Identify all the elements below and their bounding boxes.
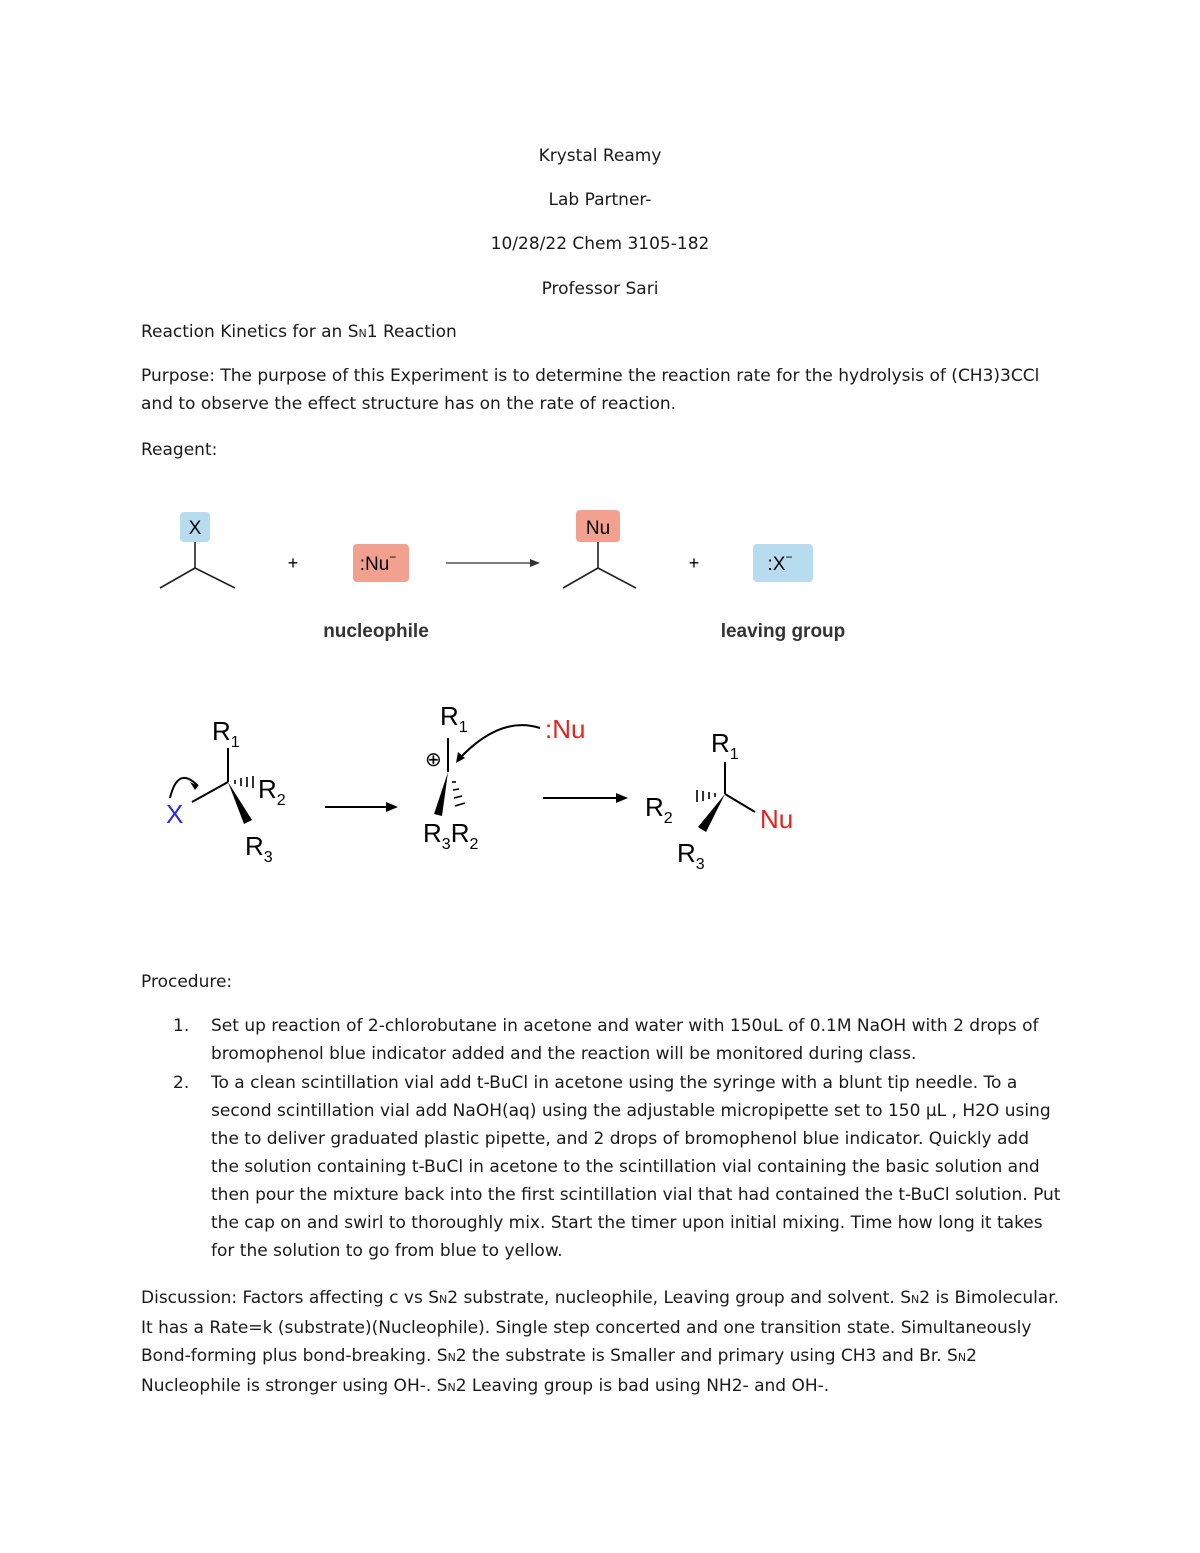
title-text-end: 1 Reaction	[366, 322, 457, 342]
item-text: To a clean scintillation vial add t-BuCl in acetone using the syringe with a blunt tip needle. To a second scintillation vial add NaOH(aq) using the adjustable micropipette set to 150 µL , H2O using the to deliver graduated plastic pipette, and 2 drops of bromophenol blue indicator. Quickly add the solution containing t-BuCl in acetone to the scintillation vial containing the basic solution and then pour the mixture back into the first scintillation vial that had contained the t-BuCl solution. Put the cap on and swirl to thoroughly mix. Start the timer upon initial mixing. Time how long it takes for the solution to go from blue to yellow.	[211, 1073, 1061, 1261]
purpose-paragraph	[141, 362, 1061, 418]
wedge-bond-1	[228, 782, 252, 824]
hash-bond-2	[452, 782, 465, 806]
product-r1: $R_1$	[711, 728, 739, 763]
reactant-r2: $R_2$	[258, 774, 286, 809]
substrate-skeleton	[160, 542, 235, 588]
wedge-bond-3	[698, 794, 725, 832]
discussion-paragraph	[141, 1284, 1061, 1402]
subscript: N	[439, 1293, 448, 1306]
plus-2: +	[688, 553, 700, 573]
cation-r1: $R_1$	[440, 701, 468, 736]
item-text: Set up reaction of 2-chlorobutane in acetone and water with 150uL of 0.1M NaOH with 2 drops of bromophenol blue indicator added and the reaction will be monitored during class.	[211, 1016, 1039, 1064]
curved-arrow-2	[458, 725, 540, 760]
subscript: N	[957, 1351, 967, 1364]
substitution-scheme	[140, 500, 880, 650]
leaving-x: X	[166, 799, 184, 829]
title-text: Reaction Kinetics for an S	[141, 322, 359, 342]
discussion-text: 2 Nucleophile is stronger using OH-. S	[141, 1346, 977, 1396]
hash-bond-3	[697, 790, 715, 802]
procedure-label: Procedure:	[141, 972, 233, 992]
purpose-text: The purpose of this Experiment is to determine the reaction rate for the hydrolysis of (CH3)3CCl and to observe the effect structure has on the rate of reaction.	[141, 366, 1040, 414]
product-skeleton	[563, 542, 636, 588]
subscript: N	[447, 1381, 456, 1394]
item-number: 1.	[173, 1016, 190, 1036]
hash-bond-1	[235, 776, 253, 788]
date-course: 10/28/22 Chem 3105-182	[490, 234, 710, 254]
title-subscript: N	[358, 327, 367, 340]
discussion-text: 2 is Bimolecular. It has a Rate=k (substrate)(Nucleophile). Single step concerted and one transition state. Simultaneously Bond-forming plus bond-breaking. S	[141, 1288, 1060, 1366]
nu-box-label: :Nu−	[359, 550, 397, 575]
professor: Professor Sari	[541, 279, 659, 299]
plus-charge: ⊕	[425, 749, 442, 771]
plus-1: +	[287, 553, 299, 573]
x-leaving-label: :X−	[767, 550, 793, 575]
reaction-arrowhead	[530, 559, 540, 567]
report-title	[141, 318, 1061, 348]
reactant-r3: $R_3$	[245, 831, 273, 866]
item-number: 2.	[173, 1073, 190, 1093]
nucleophile-label: nucleophile	[323, 621, 429, 642]
lab-partner: Lab Partner-	[548, 190, 652, 210]
subscript: N	[911, 1293, 920, 1306]
nucleophile-nu: :Nu	[545, 714, 586, 744]
reagent-label: Reagent:	[141, 440, 218, 460]
discussion-text: 2 substrate, nucleophile, Leaving group and solvent. S	[447, 1288, 911, 1308]
discussion-text: Discussion: Factors affecting c vs S	[141, 1288, 439, 1308]
product-nu: Nu	[760, 804, 794, 834]
x-box-label: X	[188, 518, 202, 539]
leaving-group-label: leaving group	[720, 621, 846, 642]
author-name: Krystal Reamy	[538, 146, 662, 166]
subscript: N	[447, 1351, 456, 1364]
wedge-bond-2	[434, 772, 448, 816]
purpose-label: Purpose:	[141, 366, 215, 386]
product-r3: $R_3$	[677, 838, 705, 873]
sn1-mechanism	[140, 690, 840, 890]
nu-product-label: Nu	[585, 518, 611, 539]
reactant-r1: $R_1$	[212, 716, 240, 751]
cation-r3-r2: $R_3R_2$	[423, 818, 479, 853]
discussion-text: 2 Leaving group is bad using NH2- and OH-.	[455, 1376, 830, 1396]
product-r2: $R_2$	[645, 792, 673, 827]
discussion-text: 2 the substrate is Smaller and primary using CH3 and Br. S	[455, 1346, 958, 1366]
